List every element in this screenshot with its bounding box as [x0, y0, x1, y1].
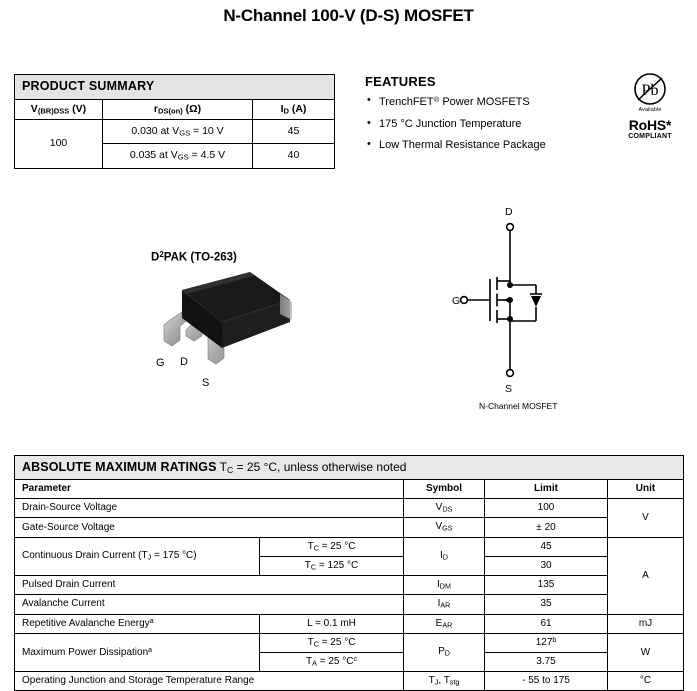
limit-vgs: ± 20	[485, 518, 608, 537]
bullet-icon: •	[367, 116, 371, 129]
absolute-maximum-ratings-table	[14, 455, 684, 691]
ratings-title-condition: 25 °C, unless otherwise noted	[246, 460, 407, 474]
header-id: $I_D$ (A)	[253, 99, 335, 119]
table-row	[15, 480, 684, 499]
header-limit: Limit	[485, 480, 608, 499]
condition-tc-125: $T_C = 125$ °C	[260, 556, 404, 575]
product-summary-title: PRODUCT SUMMARY	[15, 75, 335, 100]
ratings-title-bold: ABSOLUTE MAXIMUM RATINGS	[22, 460, 217, 474]
feature-text-post: Power MOSFETS	[439, 96, 530, 109]
pin-label-s: S	[202, 377, 210, 389]
package-svg	[130, 262, 320, 392]
pin-label-d: D	[180, 356, 188, 368]
symbol-iar: $I_{AR}$	[404, 595, 485, 614]
header-parameter: Parameter	[15, 480, 404, 499]
pin-label-g: G	[156, 357, 165, 369]
rohs-logo	[612, 72, 688, 140]
unit-celsius: °C	[608, 672, 684, 691]
limit-temp-range: - 55 to 175	[485, 672, 608, 691]
lead-free-icon	[633, 72, 667, 106]
table-row	[15, 119, 335, 144]
feature-text: Low Thermal Resistance Package	[379, 139, 546, 152]
feature-text: 175 °C Junction Temperature	[379, 117, 522, 130]
schematic-symbol	[452, 205, 572, 400]
header-symbol: Symbol	[404, 480, 485, 499]
header-vbrdss: $V_{(BR)DSS}$ (V)	[15, 99, 103, 119]
cell-vbrdss-value: 100	[15, 119, 103, 168]
param-avalanche-current: Avalanche Current	[15, 595, 404, 614]
page-title: N-Channel 100-V (D-S) MOSFET	[223, 6, 474, 25]
feature-item-junction-temp	[365, 116, 595, 131]
condition-ta-25: $T_A = 25$ $^\circ C^c$	[260, 653, 404, 672]
footnote-marker-a: a	[149, 617, 154, 625]
rohs-available-label: Available	[638, 107, 662, 113]
param-gate-source-voltage: Gate-Source Voltage	[15, 518, 404, 537]
param-operating-temp-range: Operating Junction and Storage Temperature Range	[15, 672, 404, 691]
table-row	[15, 672, 684, 691]
condition-tc-25: $T_C = 25$ °C	[260, 537, 404, 556]
limit-ear: 61	[485, 614, 608, 633]
param-pulsed-drain-current: Pulsed Drain Current	[15, 576, 404, 595]
limit-id-25: 45	[485, 537, 608, 556]
symbol-id: $I_D$	[404, 537, 485, 575]
feature-item-thermal-resistance	[365, 140, 595, 152]
param-max-power-dissipation	[15, 633, 260, 671]
header-rdson: $r_{DS(on)}$ (Ω)	[103, 99, 253, 119]
symbol-idm: $I_{DM}$	[404, 576, 485, 595]
param-drain-source-voltage: Drain-Source Voltage	[15, 499, 404, 518]
footnote-marker-c: c	[353, 656, 357, 664]
lead-free-svg	[633, 72, 667, 106]
unit-volt: V	[608, 499, 684, 537]
diode-arrow-icon	[531, 296, 541, 307]
feature-text-pre: TrenchFET	[379, 96, 434, 109]
rdson-1-value: 0.030	[131, 124, 158, 137]
package-label-post: PAK (TO-263)	[163, 251, 237, 264]
bullet-icon: •	[367, 138, 371, 151]
table-row	[15, 537, 684, 556]
feature-item-trenchfet	[365, 96, 595, 109]
symbol-vds: $V_{DS}$	[404, 499, 485, 518]
table-row	[15, 614, 684, 633]
rdson-2-cond: 4.5 V	[200, 149, 226, 162]
condition-inductance: L = 0.1 mH	[260, 614, 404, 633]
limit-value: 127	[535, 636, 553, 648]
schematic-caption: N-Channel MOSFET	[479, 401, 558, 411]
param-text: Repetitive Avalanche Energy	[22, 617, 150, 629]
package-label-sup: 2	[159, 250, 164, 259]
ratings-title: ABSOLUTE MAXIMUM RATINGS $T_C = 25$ °C, unless otherwise noted	[15, 456, 684, 480]
limit-id-125: 30	[485, 556, 608, 575]
table-row	[15, 499, 684, 518]
registered-icon: ®	[433, 95, 440, 104]
rdson-1-cond: 10 V	[202, 124, 224, 137]
symbol-vgs: $V_{GS}$	[404, 518, 485, 537]
unit-amp: A	[608, 537, 684, 614]
cell-id-1: 45	[253, 119, 335, 144]
unit-mj: mJ	[608, 614, 684, 633]
unit-watt: W	[608, 633, 684, 671]
terminal-label-g: G	[452, 295, 461, 307]
param-text: Maximum Power Dissipation	[22, 646, 149, 658]
package-illustration	[130, 262, 320, 397]
package-label-pre: D	[151, 251, 160, 264]
rohs-compliant-label: COMPLIANT	[628, 133, 672, 140]
features-section	[365, 74, 595, 162]
table-row	[15, 518, 684, 537]
symbol-ear: $E_{AR}$	[404, 614, 485, 633]
table-row	[15, 75, 335, 100]
limit-pd-ta: 3.75	[485, 653, 608, 672]
limit-idm: 135	[485, 576, 608, 595]
schematic-svg	[452, 205, 572, 395]
table-row	[15, 595, 684, 614]
header-unit: Unit	[608, 480, 684, 499]
cell-id-2: 40	[253, 144, 335, 169]
product-summary-table	[14, 74, 335, 169]
limit-pd-25	[485, 633, 608, 652]
limit-vds: 100	[485, 499, 608, 518]
param-continuous-drain-current: Continuous Drain Current ($T_J = 175$ °C)	[15, 537, 260, 575]
footnote-marker-a: a	[148, 646, 153, 654]
footnote-marker-b: b	[552, 636, 557, 644]
limit-iar: 35	[485, 595, 608, 614]
symbol-pd: $P_D$	[404, 633, 485, 671]
table-row	[15, 633, 684, 652]
rdson-2-value: 0.035	[129, 149, 157, 162]
cell-rdson-1: 0.030 at $V_{GS} = 10$ V	[103, 119, 253, 144]
cell-rdson-2: 0.035 at $V_{GS} = 4.5$ V	[103, 144, 253, 169]
terminal-label-s: S	[505, 383, 513, 395]
param-repetitive-avalanche-energy	[15, 614, 260, 633]
svg-text:Pb: Pb	[641, 82, 659, 99]
table-row	[15, 456, 684, 480]
table-row	[15, 99, 335, 119]
bullet-icon: •	[367, 94, 371, 106]
condition-tc-25-pd: $T_C = 25$ °C	[260, 633, 404, 652]
features-title: FEATURES	[365, 74, 436, 89]
symbol-tj-tstg: $T_J$, $T_{stg}$	[404, 672, 485, 691]
terminal-label-d: D	[505, 206, 513, 218]
rohs-main-label: RoHS*	[628, 117, 672, 133]
table-row	[15, 576, 684, 595]
